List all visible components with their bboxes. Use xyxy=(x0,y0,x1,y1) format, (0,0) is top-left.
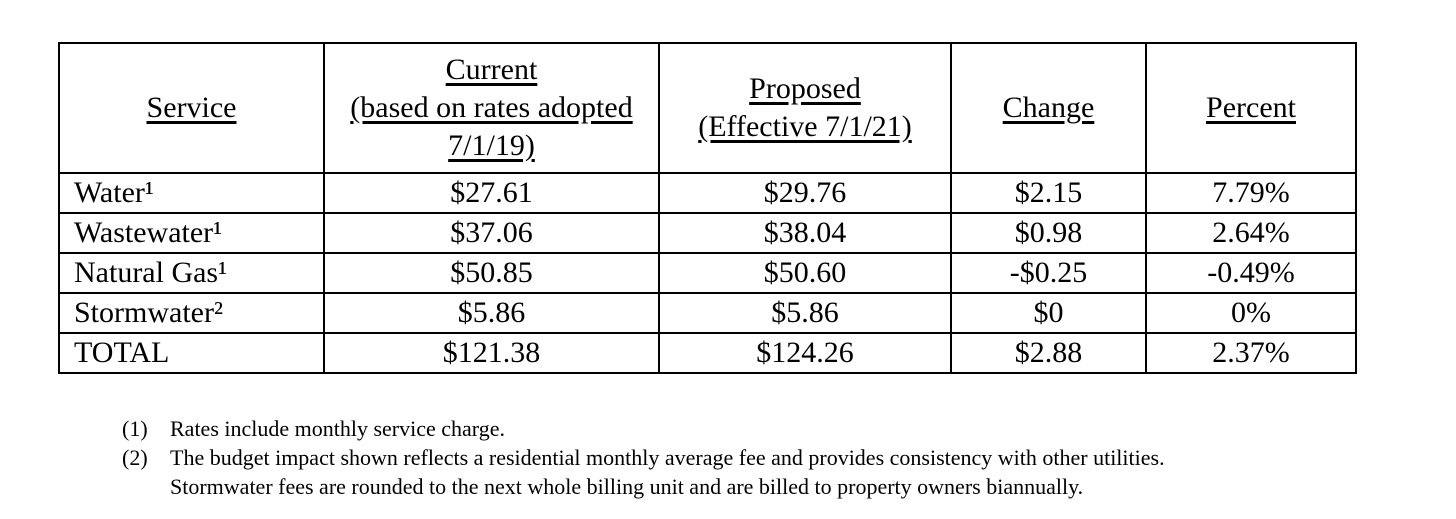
header-current-line-1: Current xyxy=(445,53,538,86)
table-row-stormwater xyxy=(59,293,1356,333)
proposed-cell: $38.04 xyxy=(659,213,951,253)
change-cell: $2.15 xyxy=(951,173,1146,213)
header-percent xyxy=(1146,43,1356,173)
proposed-cell: $5.86 xyxy=(659,293,951,333)
table-row-total xyxy=(59,333,1356,373)
percent-cell: 2.37% xyxy=(1146,333,1356,373)
header-change-label: Change xyxy=(1002,91,1095,124)
percent-cell: -0.49% xyxy=(1146,253,1356,293)
table-row-wastewater xyxy=(59,213,1356,253)
proposed-cell: $29.76 xyxy=(659,173,951,213)
header-proposed xyxy=(659,43,951,173)
service-cell: Water¹ xyxy=(59,173,324,213)
header-current-line-2: (based on rates adopted xyxy=(350,91,633,124)
table-row-water xyxy=(59,173,1356,213)
service-cell: Wastewater¹ xyxy=(59,213,324,253)
header-current-line-3: 7/1/19) xyxy=(448,129,535,162)
footnote-text xyxy=(170,443,1340,501)
proposed-cell: $124.26 xyxy=(659,333,951,373)
footnote-text xyxy=(170,414,1340,443)
change-cell: $0.98 xyxy=(951,213,1146,253)
header-proposed-line-2: (Effective 7/1/21) xyxy=(698,110,912,143)
percent-cell: 7.79% xyxy=(1146,173,1356,213)
header-service xyxy=(59,43,324,173)
header-change xyxy=(951,43,1146,173)
service-cell: Stormwater² xyxy=(59,293,324,333)
current-cell: $27.61 xyxy=(324,173,659,213)
footnote-1 xyxy=(122,414,1340,443)
change-cell: $2.88 xyxy=(951,333,1146,373)
change-cell: $0 xyxy=(951,293,1146,333)
footnote-2 xyxy=(122,443,1340,501)
table-row-natural-gas xyxy=(59,253,1356,293)
current-cell: $37.06 xyxy=(324,213,659,253)
rate-comparison-table xyxy=(58,42,1357,374)
footnote-number: (2) xyxy=(122,445,148,470)
service-cell: TOTAL xyxy=(59,333,324,373)
current-cell: $5.86 xyxy=(324,293,659,333)
current-cell: $121.38 xyxy=(324,333,659,373)
table-header-row xyxy=(59,43,1356,173)
change-cell: -$0.25 xyxy=(951,253,1146,293)
percent-cell: 0% xyxy=(1146,293,1356,333)
footnote-number: (1) xyxy=(122,416,148,441)
footnote-text-line-1: The budget impact shown reflects a residential monthly average fee and provides consistency with other utilities. xyxy=(170,445,1165,470)
footnote-text-line-1: Rates include monthly service charge. xyxy=(170,416,505,441)
header-current xyxy=(324,43,659,173)
proposed-cell: $50.60 xyxy=(659,253,951,293)
header-service-label: Service xyxy=(146,91,237,124)
footnotes xyxy=(122,414,1340,501)
footnote-text-line-2: Stormwater fees are rounded to the next whole billing unit and are billed to property owners biannually. xyxy=(170,474,1084,499)
service-cell: Natural Gas¹ xyxy=(59,253,324,293)
current-cell: $50.85 xyxy=(324,253,659,293)
percent-cell: 2.64% xyxy=(1146,213,1356,253)
header-proposed-line-1: Proposed xyxy=(749,72,861,105)
header-percent-label: Percent xyxy=(1206,91,1296,124)
